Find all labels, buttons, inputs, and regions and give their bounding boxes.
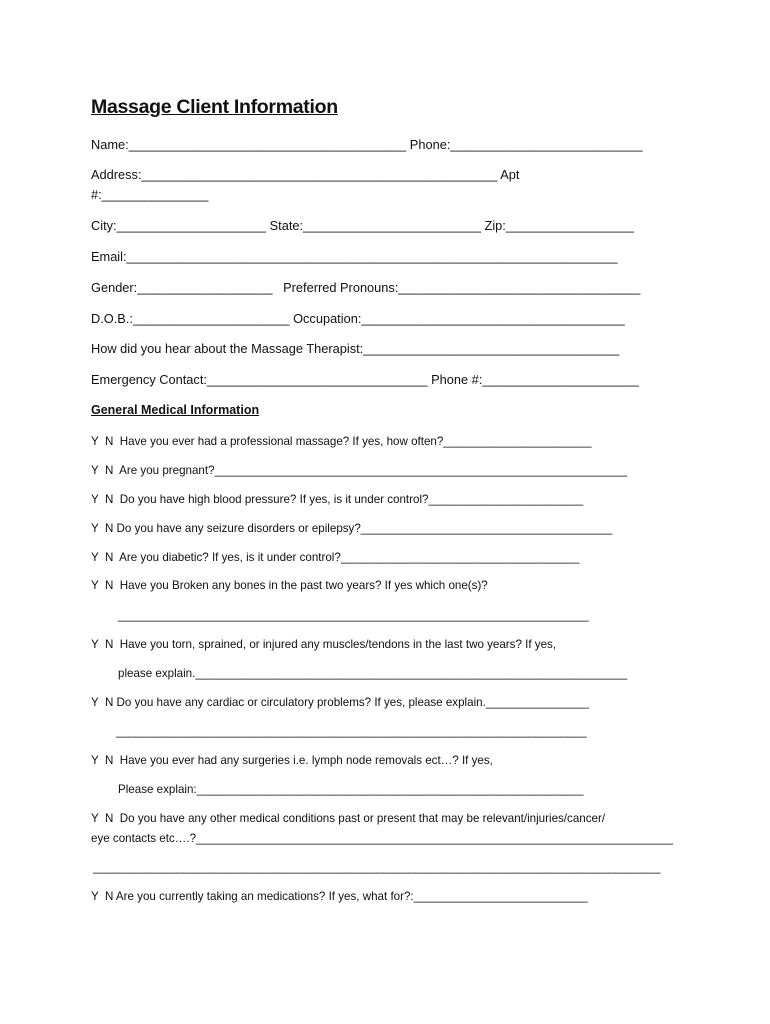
referral-source-field[interactable]: How did you hear about the Massage Therapist:____________________________________ bbox=[91, 341, 620, 356]
question-other-conditions[interactable]: Y N Do you have any other medical conditions past or present that may be relevant/injuries/cancer/ bbox=[91, 812, 606, 825]
gender-pronouns-field[interactable]: Gender:___________________ Preferred Pronouns:__________________________________ bbox=[91, 280, 641, 295]
answer-line-other-conditions[interactable]: eye contacts etc….?__________________________________________________________________________ bbox=[91, 832, 674, 845]
question-medications[interactable]: Y N Are you currently taking an medications? If yes, what for?:___________________________ bbox=[91, 890, 588, 903]
city-state-zip-field[interactable]: City:_____________________ State:_________________________ Zip:__________________ bbox=[91, 218, 634, 233]
email-field[interactable]: Email:_____________________________________________________________________ bbox=[91, 249, 618, 264]
question-blood-pressure[interactable]: Y N Do you have high blood pressure? If yes, is it under control?________________________ bbox=[91, 493, 584, 506]
section-heading-medical: General Medical Information bbox=[91, 403, 260, 417]
apt-field[interactable]: #:_______________ bbox=[91, 187, 209, 202]
question-pregnant[interactable]: Y N Are you pregnant?________________________________________________________________ bbox=[91, 464, 628, 477]
question-injuries[interactable]: Y N Have you torn, sprained, or injured any muscles/tendons in the last two years? If yes, bbox=[91, 638, 557, 651]
question-cardiac[interactable]: Y N Do you have any cardiac or circulatory problems? If yes, please explain.________________ bbox=[91, 696, 589, 709]
question-broken-bones[interactable]: Y N Have you Broken any bones in the past two years? If yes which one(s)? bbox=[91, 579, 488, 592]
answer-line-cardiac[interactable]: _________________________________________________________________________ bbox=[116, 725, 587, 738]
answer-line-surgeries[interactable]: Please explain:____________________________________________________________ bbox=[118, 783, 584, 796]
answer-line-other-conditions-2[interactable]: ________________________________________________________________________________________ bbox=[93, 861, 661, 874]
question-surgeries[interactable]: Y N Have you ever had any surgeries i.e. lymph node removals ect…? If yes, bbox=[91, 754, 493, 767]
answer-line-injuries[interactable]: please explain.___________________________________________________________________ bbox=[118, 667, 628, 680]
page-title: Massage Client Information bbox=[91, 96, 338, 118]
address-field[interactable]: Address:__________________________________________________ Apt bbox=[91, 167, 520, 182]
question-massage-history[interactable]: Y N Have you ever had a professional massage? If yes, how often?_______________________ bbox=[91, 435, 592, 448]
dob-occupation-field[interactable]: D.O.B.:______________________ Occupation:_____________________________________ bbox=[91, 311, 625, 326]
question-seizure[interactable]: Y N Do you have any seizure disorders or epilepsy?_______________________________________ bbox=[91, 522, 613, 535]
name-phone-field[interactable]: Name:_______________________________________ Phone:___________________________ bbox=[91, 137, 643, 152]
emergency-contact-field[interactable]: Emergency Contact:_______________________________ Phone #:______________________ bbox=[91, 372, 639, 387]
answer-line-broken-bones[interactable]: _________________________________________________________________________ bbox=[118, 609, 589, 622]
question-diabetic[interactable]: Y N Are you diabetic? If yes, is it under control?_____________________________________ bbox=[91, 551, 580, 564]
